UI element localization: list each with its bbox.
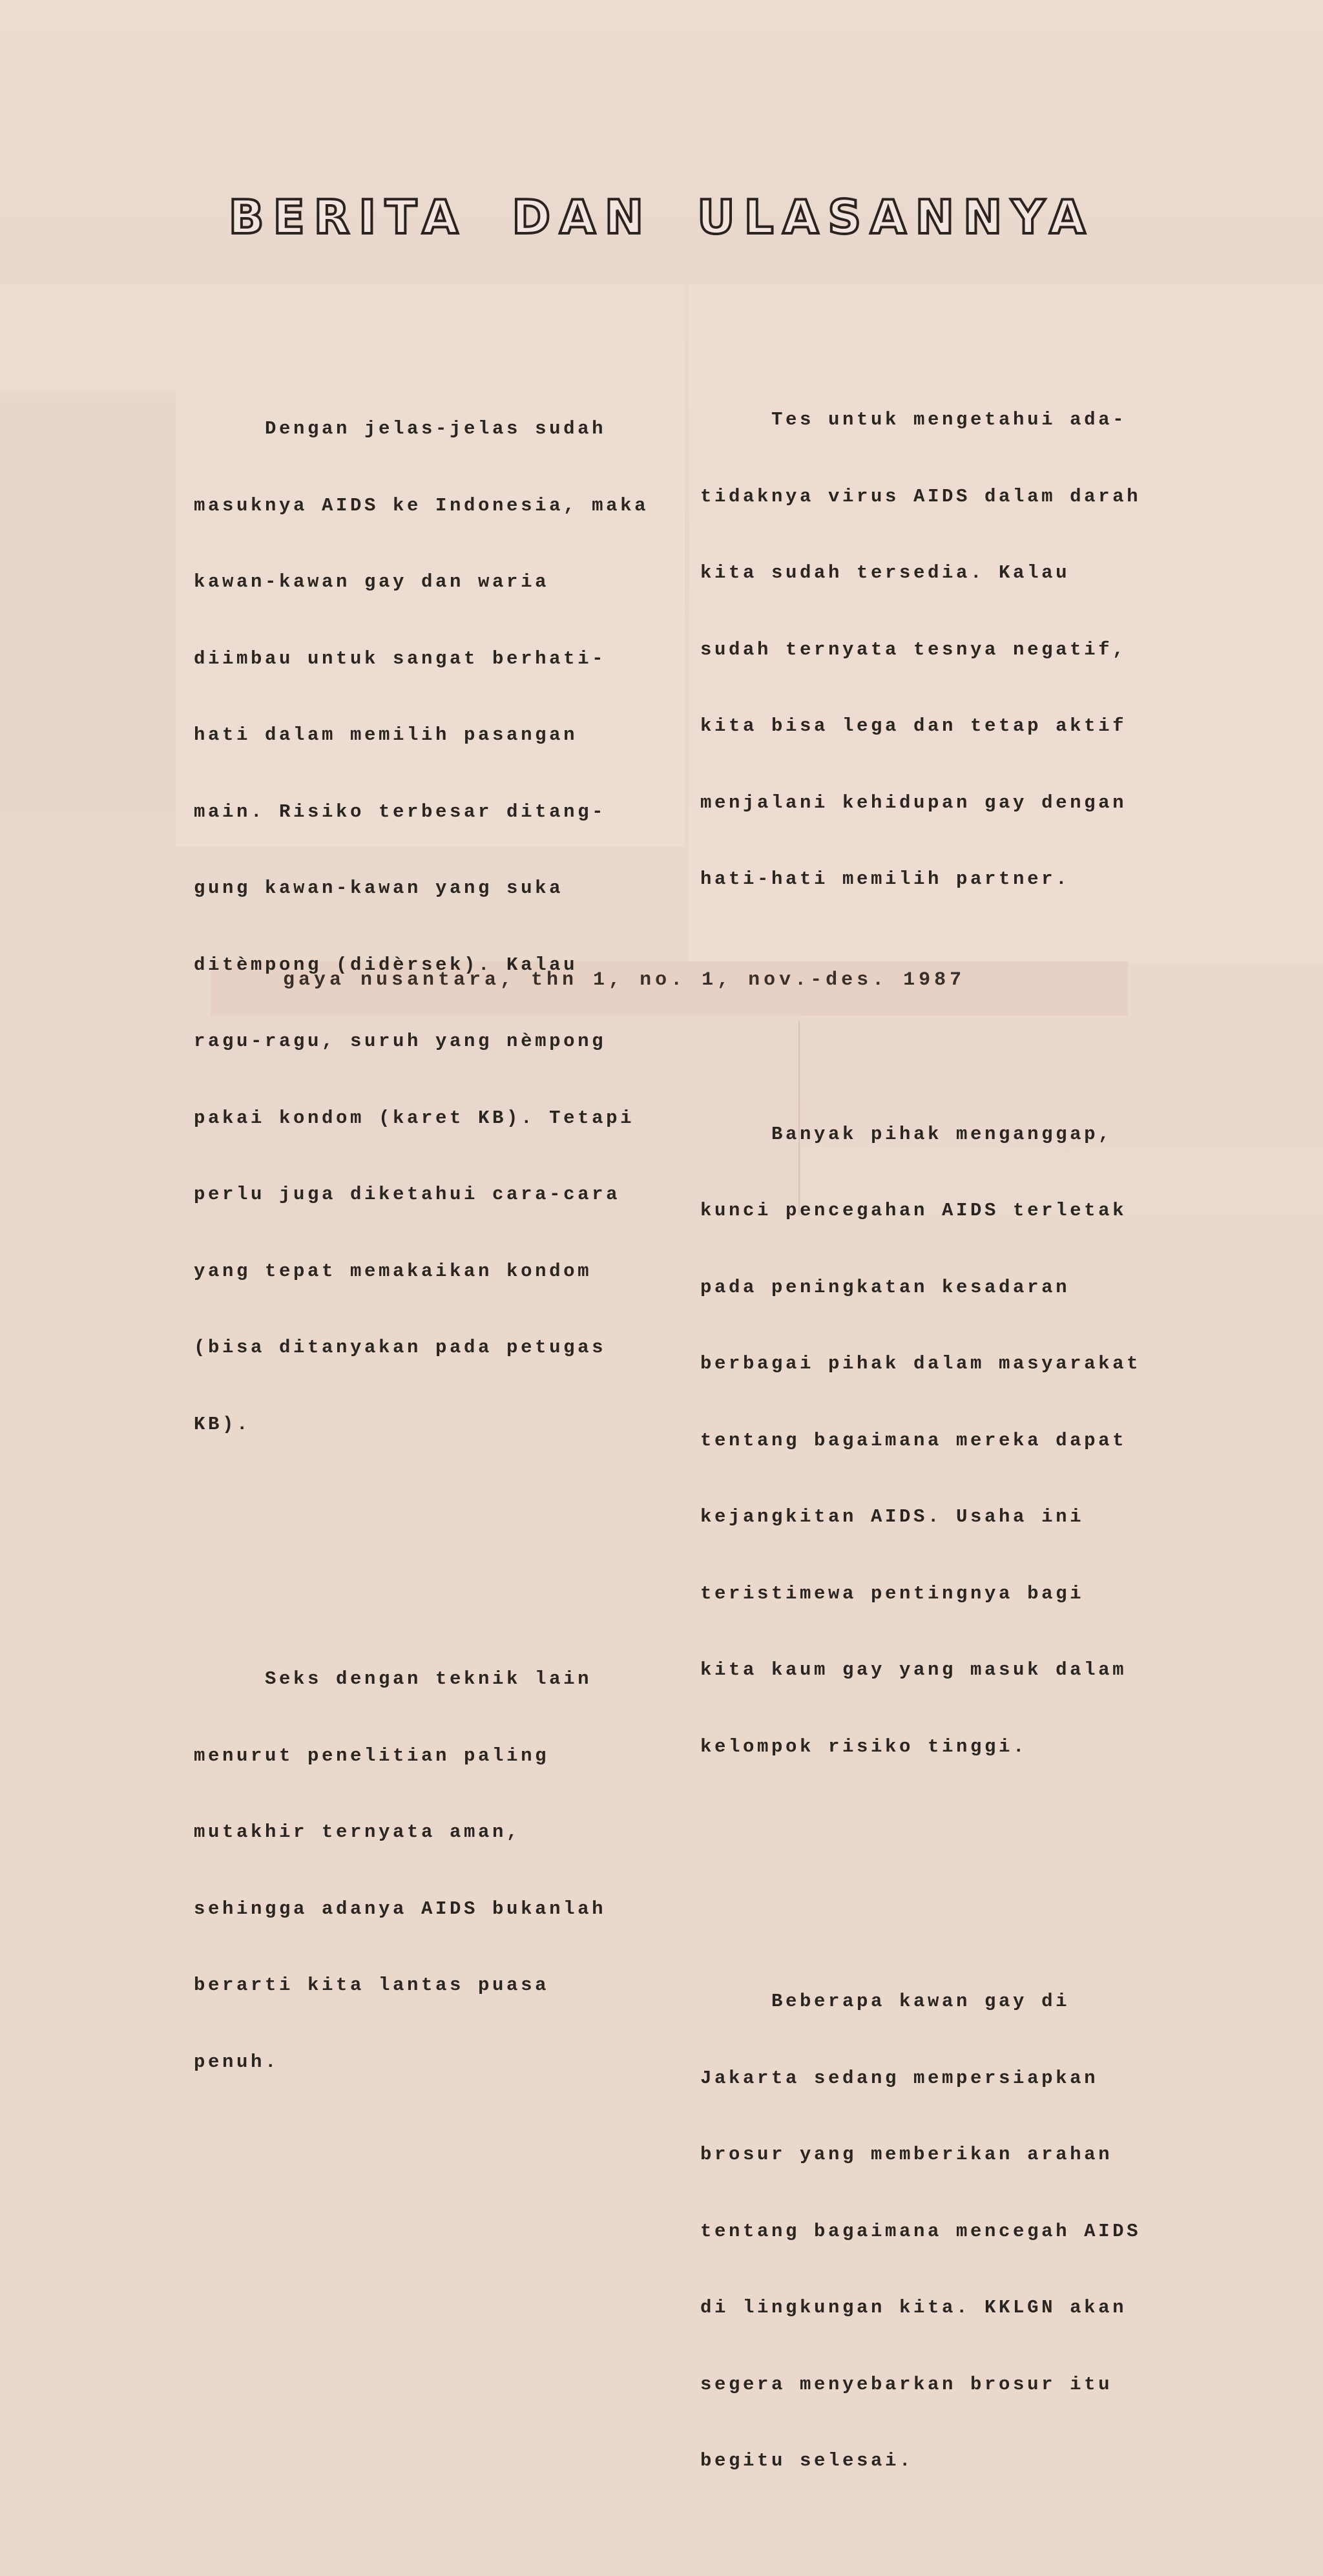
text-line: pada peningkatan kesadaran (700, 1276, 1070, 1298)
publication-footer: gaya nusantara, thn 1, no. 1, nov.-des. 1987 (283, 969, 966, 991)
text-line: tentang bagaimana mereka dapat (700, 1429, 1127, 1451)
text-line: masuknya AIDS ke Indonesia, maka (194, 494, 649, 516)
text-line: sudah ternyata tesnya negatif, (700, 638, 1127, 660)
text-line: kejangkitan AIDS. Usaha ini (700, 1506, 1085, 1527)
paragraph-gap (700, 1861, 1141, 1887)
text-line: main. Risiko terbesar ditang- (194, 801, 607, 822)
text-line: yang tepat memakaikan kondom (194, 1260, 592, 1282)
text-line: penuh. (194, 2051, 280, 2073)
right-paragraph-1 (700, 356, 1141, 943)
right-paragraph-3 (700, 1938, 1141, 2525)
text-line: perlu juga diketahui cara-cara (194, 1184, 621, 1205)
text-line: gung kawan-kawan yang suka (194, 877, 564, 899)
left-paragraph-2 (194, 1615, 649, 2126)
text-line: Seks dengan teknik lain (194, 1668, 592, 1690)
text-line: tentang bagaimana mencegah AIDS (700, 2220, 1141, 2242)
text-line: begitu selesai. (700, 2450, 914, 2471)
text-line: mutakhir ternyata aman, (194, 1821, 521, 1843)
headline: BERITA DAN ULASANNYA (228, 190, 1095, 244)
text-line: kita bisa lega dan tetap aktif (700, 715, 1127, 737)
text-line: kita sudah tersedia. Kalau (700, 562, 1070, 583)
text-line: berbagai pihak dalam masyarakat (700, 1353, 1141, 1374)
text-line: hati dalam memilih pasangan (194, 724, 578, 746)
text-line: di lingkungan kita. KKLGN akan (700, 2297, 1127, 2318)
text-line: Dengan jelas-jelas sudah (194, 418, 607, 439)
paragraph-gap (700, 994, 1141, 1020)
text-line: kunci pencegahan AIDS terletak (700, 1200, 1127, 1221)
paragraph-gap (194, 1539, 649, 1564)
left-paragraph-1 (194, 365, 649, 1488)
text-line: Banyak pihak menganggap, (700, 1123, 1113, 1145)
text-line: pakai kondom (karet KB). Tetapi (194, 1107, 635, 1129)
text-line: segera menyebarkan brosur itu (700, 2373, 1113, 2395)
text-line: KB). (194, 1413, 251, 1435)
text-line: sehingga adanya AIDS bukanlah (194, 1898, 607, 1920)
right-column (700, 305, 1141, 2576)
text-line: diimbau untuk sangat berhati- (194, 647, 607, 669)
text-line: kawan-kawan gay dan waria (194, 571, 550, 592)
text-line: teristimewa pentingnya bagi (700, 1582, 1085, 1604)
right-paragraph-2 (700, 1071, 1141, 1811)
text-line: ragu-ragu, suruh yang nèmpong (194, 1031, 607, 1052)
text-line: brosur yang memberikan arahan (700, 2144, 1113, 2165)
left-column (194, 314, 649, 2177)
text-line: hati-hati memilih partner. (700, 868, 1070, 890)
text-line: menjalani kehidupan gay dengan (700, 791, 1127, 813)
text-line: (bisa ditanyakan pada petugas (194, 1337, 607, 1358)
text-line: kelompok risiko tinggi. (700, 1735, 1028, 1757)
text-line: Jakarta sedang mempersiapkan (700, 2067, 1099, 2089)
text-line: ditèmpong (didèrsek). Kalau (194, 954, 578, 976)
text-line: berarti kita lantas puasa (194, 1974, 550, 1996)
text-line: menurut penelitian paling (194, 1744, 550, 1766)
text-line: Beberapa kawan gay di (700, 1991, 1070, 2012)
text-line: kita kaum gay yang masuk dalam (700, 1659, 1127, 1681)
text-line: tidaknya virus AIDS dalam darah (700, 485, 1141, 507)
text-line: Tes untuk mengetahui ada- (700, 409, 1127, 430)
